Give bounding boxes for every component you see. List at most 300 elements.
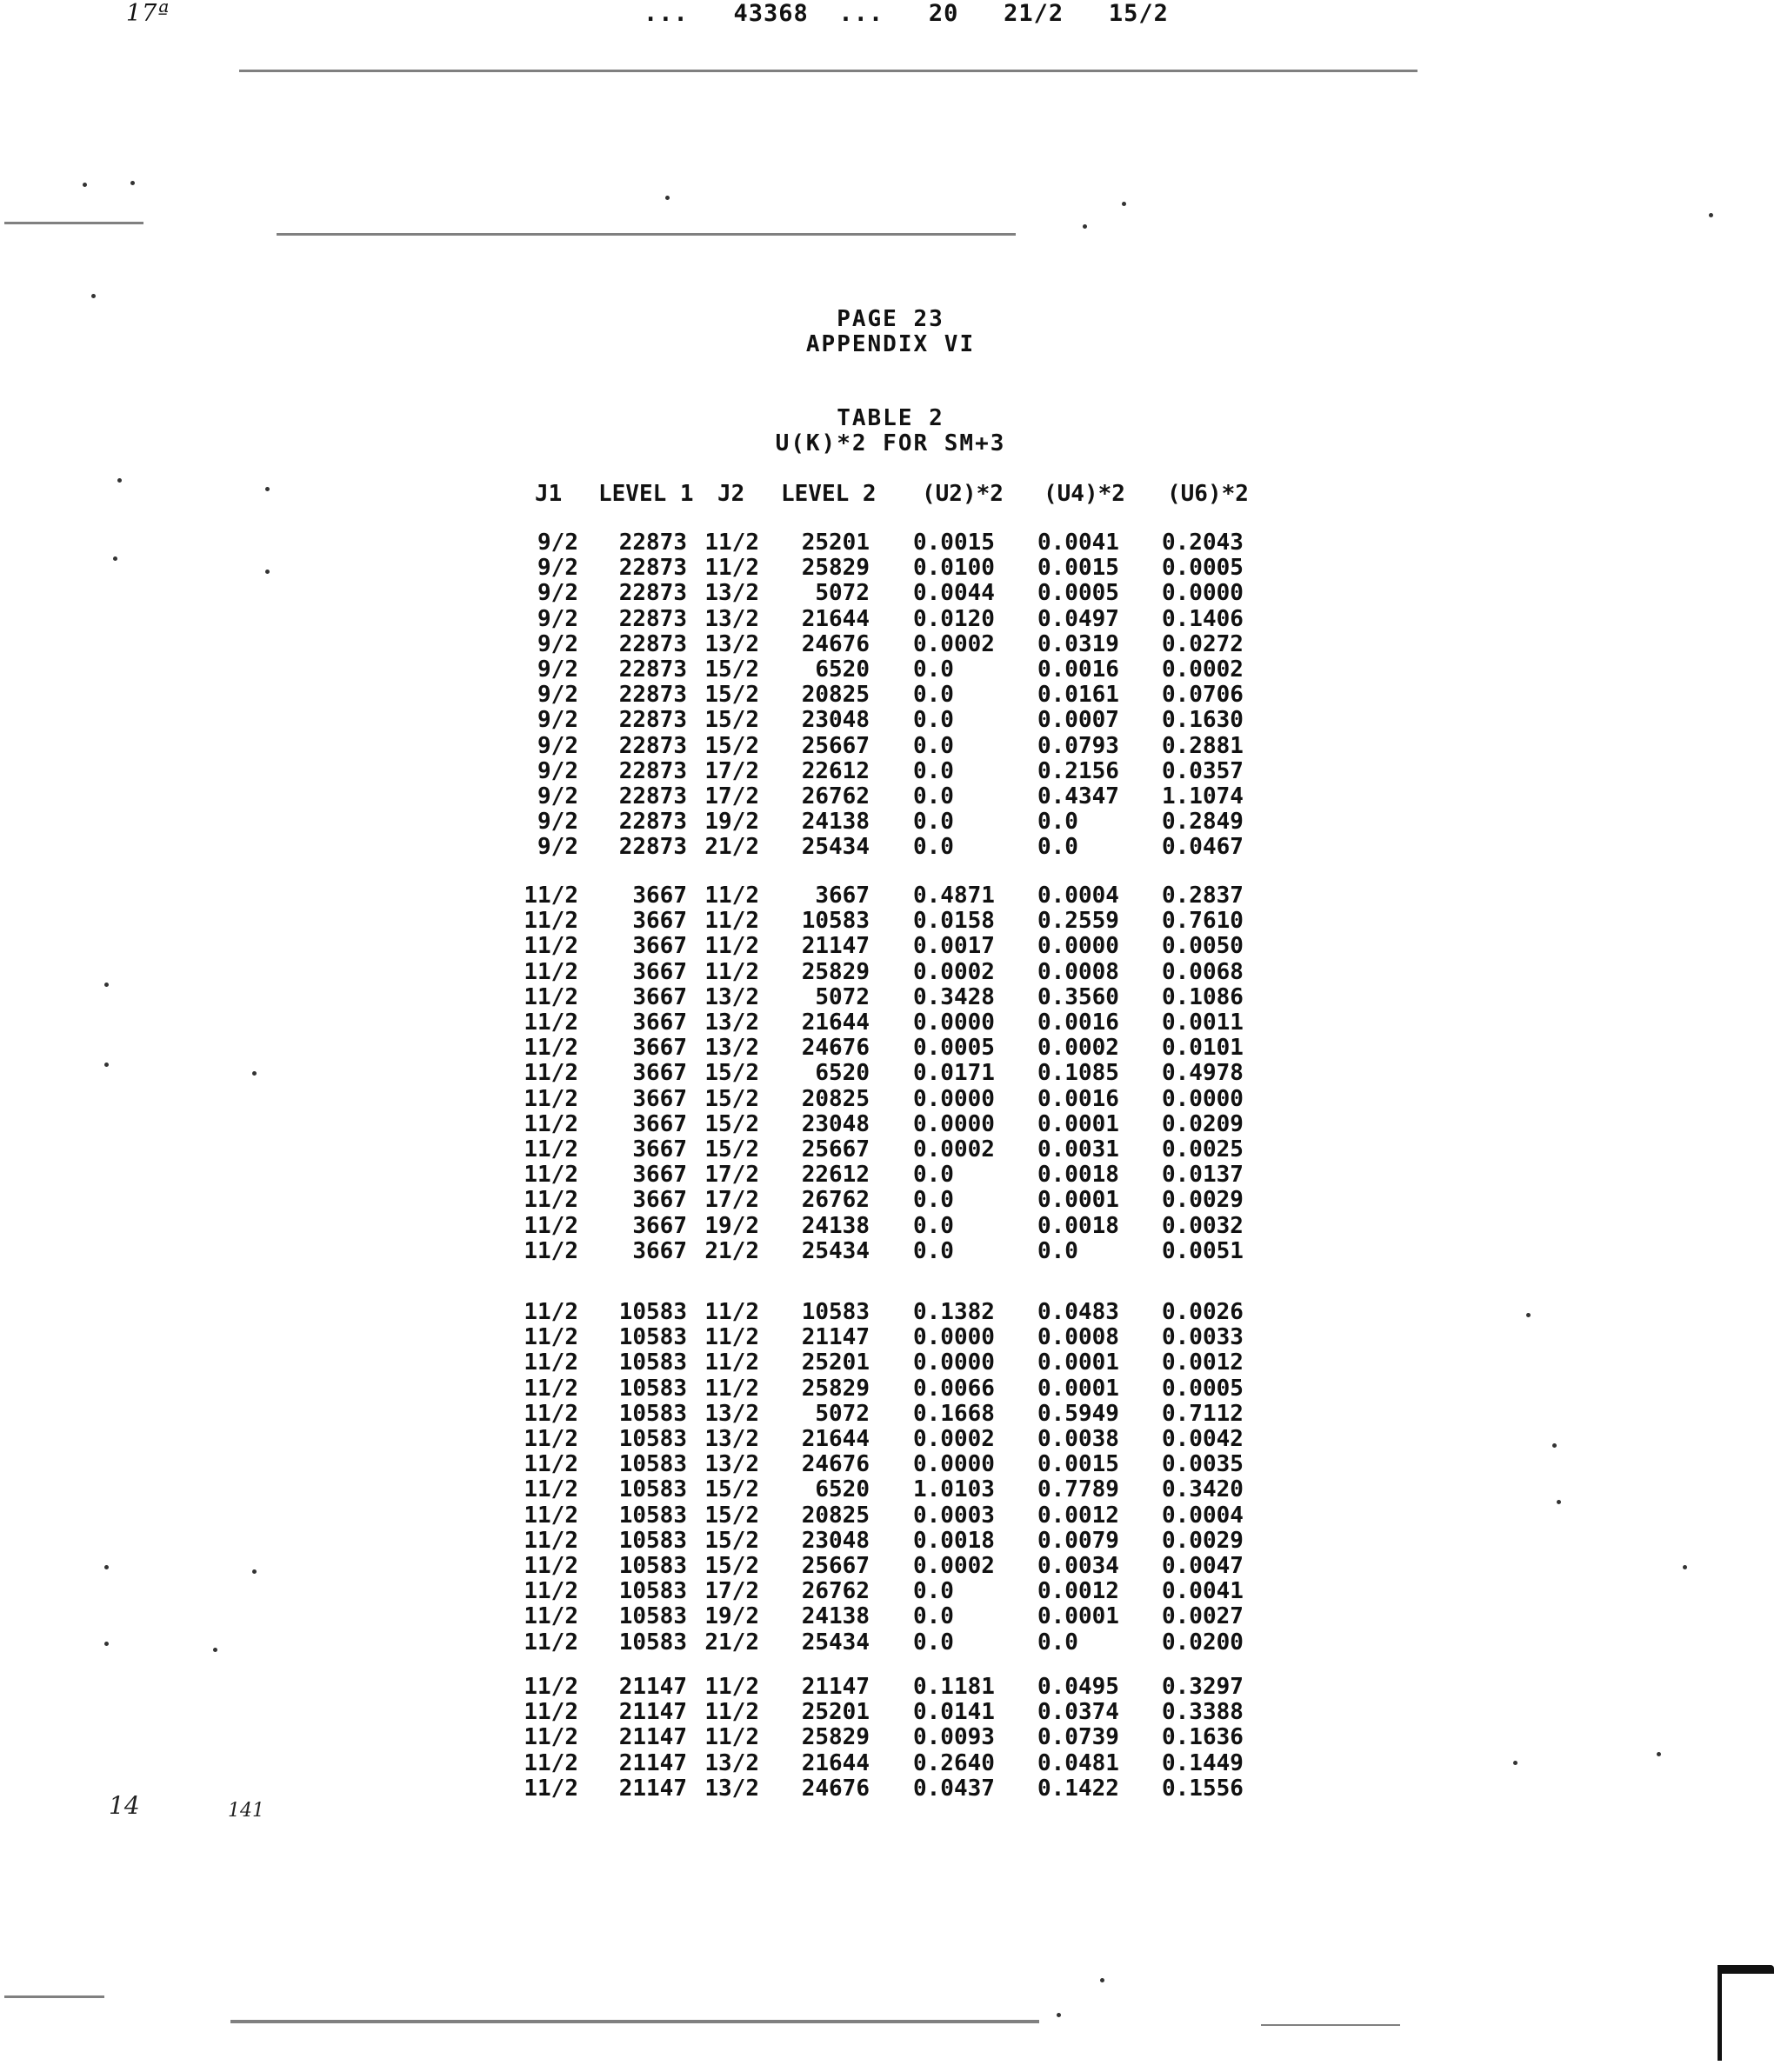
table-title: TABLE 2 [837,405,944,431]
table-row [0,1401,1781,1426]
table-cell-u2: 1.0103 [913,1476,995,1503]
table-cell-u4: 0.0793 [1037,732,1119,759]
table-cell-u4: 0.0018 [1037,1162,1119,1189]
table-cell-u4: 0.0079 [1037,1527,1119,1554]
table-cell-l2: 21147 [801,1674,870,1700]
table-cell-j1: 11/2 [524,1085,578,1112]
table-cell-j1: 9/2 [537,630,578,657]
table-cell-l1: 10583 [618,1553,687,1579]
table-cell-l2: 24676 [801,1775,870,1802]
page-title: PAGE 23 [837,306,944,332]
table-cell-u2: 0.0002 [913,958,995,985]
table-cell-l2: 3667 [815,883,870,909]
table-cell-u6: 1.1074 [1162,783,1244,809]
table-cell-j1: 11/2 [524,1035,578,1062]
table-cell-l2: 10583 [801,1299,870,1325]
table-cell-u4: 0.0001 [1037,1110,1119,1137]
table-cell-u4: 0.0483 [1037,1299,1119,1325]
table-cell-j1: 11/2 [524,1324,578,1351]
table-cell-l1: 10583 [618,1451,687,1478]
table-cell-j2: 15/2 [704,682,759,709]
table-cell-u4: 0.0001 [1037,1375,1119,1402]
table-row [0,908,1781,933]
table-cell-l2: 21147 [801,1324,870,1351]
table-cell-u6: 0.4978 [1162,1060,1244,1087]
table-cell-u6: 0.0035 [1162,1451,1244,1478]
table-cell-u4: 0.0008 [1037,958,1119,985]
table-cell-u4: 0.0016 [1037,656,1119,683]
table-cell-u6: 0.0005 [1162,1375,1244,1402]
table-cell-l1: 21147 [618,1674,687,1700]
table-cell-u6: 0.2837 [1162,883,1244,909]
table-cell-u4: 0.0016 [1037,1085,1119,1112]
table-cell-j2: 11/2 [704,1724,759,1751]
table-cell-u4: 0.0041 [1037,530,1119,556]
table-cell-l1: 3667 [632,1237,687,1264]
table-cell-l1: 21147 [618,1699,687,1726]
table-cell-u2: 0.0003 [913,1502,995,1529]
table-cell-l2: 6520 [815,656,870,683]
table-cell-u2: 0.0141 [913,1699,995,1726]
table-row [0,883,1781,908]
table-cell-j1: 9/2 [537,656,578,683]
table-cell-u2: 0.0 [913,1212,954,1239]
table-cell-u4: 0.0012 [1037,1502,1119,1529]
table-cell-l2: 24138 [801,1603,870,1630]
table-cell-j1: 11/2 [524,1009,578,1036]
table-cell-j2: 15/2 [704,1110,759,1137]
table-cell-l2: 6520 [815,1476,870,1503]
table-cell-j2: 17/2 [704,1578,759,1605]
table-cell-l1: 22873 [618,834,687,861]
table-cell-u2: 0.0 [913,809,954,836]
table-cell-u2: 0.0000 [913,1085,995,1112]
table-row [0,1629,1781,1655]
table-cell-u4: 0.0 [1037,809,1078,836]
table-cell-j2: 11/2 [704,1375,759,1402]
table-cell-l2: 6520 [815,1060,870,1087]
scan-speck [130,181,135,185]
column-header-u6: (U6)*2 [1167,481,1249,507]
table-cell-u2: 0.0 [913,1578,954,1605]
table-cell-j1: 11/2 [524,1375,578,1402]
table-cell-j1: 11/2 [524,1724,578,1751]
table-cell-u2: 0.0 [913,682,954,709]
table-cell-j1: 11/2 [524,1749,578,1776]
table-cell-l2: 25829 [801,958,870,985]
table-cell-l2: 23048 [801,1110,870,1137]
table-cell-u6: 0.0012 [1162,1349,1244,1376]
table-cell-u2: 0.2640 [913,1749,995,1776]
table-cell-u6: 0.2043 [1162,530,1244,556]
table-cell-u2: 0.0000 [913,1451,995,1478]
table-cell-u6: 0.2881 [1162,732,1244,759]
table-cell-j2: 11/2 [704,1324,759,1351]
table-cell-u6: 0.1630 [1162,707,1244,734]
table-cell-u4: 0.0004 [1037,883,1119,909]
table-cell-u4: 0.0008 [1037,1324,1119,1351]
table-cell-u6: 0.0051 [1162,1237,1244,1264]
table-cell-j1: 11/2 [524,1527,578,1554]
table-cell-j1: 11/2 [524,1629,578,1656]
table-cell-u6: 0.7610 [1162,908,1244,935]
table-cell-j1: 11/2 [524,1060,578,1087]
table-row [0,1502,1781,1528]
table-cell-j2: 21/2 [704,1237,759,1264]
table-cell-j2: 13/2 [704,605,759,632]
table-cell-l1: 10583 [618,1603,687,1630]
table-row [0,580,1781,605]
table-cell-l2: 25434 [801,1629,870,1656]
table-cell-u4: 0.0 [1037,1629,1078,1656]
table-cell-u6: 0.3388 [1162,1699,1244,1726]
table-cell-l1: 10583 [618,1629,687,1656]
table-cell-j1: 9/2 [537,555,578,582]
table-cell-j1: 11/2 [524,1476,578,1503]
scan-speck [265,487,270,491]
table-cell-j2: 11/2 [704,530,759,556]
table-cell-u4: 0.0495 [1037,1674,1119,1700]
scan-speck [1083,224,1087,229]
table-row [0,1324,1781,1349]
table-cell-l2: 26762 [801,1578,870,1605]
table-cell-u4: 0.0497 [1037,605,1119,632]
table-cell-l1: 3667 [632,1009,687,1036]
table-cell-l1: 22873 [618,630,687,657]
table-cell-u6: 0.0029 [1162,1527,1244,1554]
table-cell-u6: 0.0467 [1162,834,1244,861]
table-cell-j2: 11/2 [704,1349,759,1376]
table-cell-u2: 0.4871 [913,883,995,909]
column-header-level2: LEVEL 2 [781,481,877,507]
table-cell-l2: 21644 [801,1426,870,1452]
table-cell-j1: 11/2 [524,958,578,985]
table-cell-u6: 0.0026 [1162,1299,1244,1325]
table-cell-u2: 0.0158 [913,908,995,935]
column-header-j2: J2 [717,481,745,507]
table-cell-j1: 11/2 [524,1699,578,1726]
table-cell-u4: 0.0015 [1037,1451,1119,1478]
table-cell-u4: 0.0038 [1037,1426,1119,1452]
table-cell-j2: 15/2 [704,1476,759,1503]
table-cell-u6: 0.0706 [1162,682,1244,709]
table-row [0,1136,1781,1162]
table-row [0,1603,1781,1629]
table-cell-l2: 24676 [801,630,870,657]
table-cell-l2: 24676 [801,1451,870,1478]
table-row [0,834,1781,859]
table-cell-u6: 0.0005 [1162,555,1244,582]
table-cell-l2: 25201 [801,1349,870,1376]
table-cell-u4: 0.0481 [1037,1749,1119,1776]
table-cell-l1: 3667 [632,958,687,985]
table-cell-l1: 3667 [632,1187,687,1214]
table-row [0,606,1781,631]
table-cell-j2: 21/2 [704,834,759,861]
table-row [0,1451,1781,1476]
table-cell-j2: 13/2 [704,1426,759,1452]
table-row [0,959,1781,984]
table-cell-l1: 10583 [618,1400,687,1427]
table-cell-j2: 11/2 [704,908,759,935]
table-row [0,530,1781,555]
table-cell-j2: 13/2 [704,1035,759,1062]
table-cell-j2: 15/2 [704,656,759,683]
table-cell-u2: 0.0 [913,834,954,861]
table-cell-j1: 9/2 [537,605,578,632]
table-row [0,1162,1781,1187]
table-cell-u4: 0.4347 [1037,783,1119,809]
table-cell-u4: 0.0 [1037,1237,1078,1264]
table-cell-l1: 22873 [618,605,687,632]
scan-rule-left-stub [4,222,143,224]
table-cell-l1: 22873 [618,555,687,582]
table-cell-u2: 0.0002 [913,630,995,657]
table-cell-j1: 11/2 [524,1187,578,1214]
scan-speck [1057,2013,1061,2017]
table-cell-j1: 11/2 [524,1451,578,1478]
table-cell-u2: 0.0018 [913,1527,995,1554]
table-cell-u6: 0.0272 [1162,630,1244,657]
table-cell-u2: 0.1382 [913,1299,995,1325]
table-cell-l1: 22873 [618,656,687,683]
table-cell-u2: 0.0000 [913,1324,995,1351]
table-row [0,783,1781,809]
table-row [0,656,1781,682]
table-row [0,1426,1781,1451]
table-cell-j1: 11/2 [524,983,578,1010]
scan-speck [1100,1978,1104,1982]
table-row [0,1349,1781,1375]
table-cell-u2: 0.0000 [913,1009,995,1036]
table-cell-u4: 0.0161 [1037,682,1119,709]
table-cell-u4: 0.0031 [1037,1136,1119,1163]
scan-speck [83,183,87,187]
table-cell-j1: 11/2 [524,1212,578,1239]
column-header-u4: (U4)*2 [1044,481,1125,507]
table-cell-j1: 11/2 [524,908,578,935]
table-cell-u2: 0.0120 [913,605,995,632]
table-cell-u4: 0.0000 [1037,933,1119,960]
table-cell-l2: 21147 [801,933,870,960]
table-cell-j2: 15/2 [704,1085,759,1112]
table-cell-j2: 11/2 [704,958,759,985]
table-row [0,809,1781,834]
table-cell-u2: 0.0171 [913,1060,995,1087]
table-cell-u6: 0.0200 [1162,1629,1244,1656]
table-cell-j2: 13/2 [704,1749,759,1776]
table-cell-u2: 0.0066 [913,1375,995,1402]
table-cell-l1: 22873 [618,732,687,759]
table-cell-l2: 26762 [801,1187,870,1214]
table-cell-u4: 0.0005 [1037,580,1119,607]
table-cell-u6: 0.0050 [1162,933,1244,960]
table-cell-j2: 19/2 [704,1603,759,1630]
table-cell-l2: 23048 [801,707,870,734]
table-cell-j1: 9/2 [537,783,578,809]
table-cell-u2: 0.0437 [913,1775,995,1802]
top-left-mark: 17ª [126,0,170,27]
table-cell-u6: 0.0004 [1162,1502,1244,1529]
table-cell-l2: 10583 [801,908,870,935]
table-cell-l2: 21644 [801,1749,870,1776]
table-cell-j1: 11/2 [524,1110,578,1137]
table-cell-j2: 21/2 [704,1629,759,1656]
table-cell-u6: 0.1556 [1162,1775,1244,1802]
table-cell-l1: 3667 [632,983,687,1010]
table-cell-j2: 15/2 [704,1060,759,1087]
table-cell-l2: 21644 [801,1009,870,1036]
table-cell-l1: 10583 [618,1375,687,1402]
table-cell-l1: 22873 [618,757,687,784]
table-cell-u6: 0.0029 [1162,1187,1244,1214]
table-cell-l1: 22873 [618,809,687,836]
table-cell-u4: 0.0034 [1037,1553,1119,1579]
table-cell-u2: 0.0000 [913,1110,995,1137]
table-cell-u2: 0.1668 [913,1400,995,1427]
table-row [0,555,1781,580]
table-cell-l1: 10583 [618,1527,687,1554]
table-cell-u6: 0.1086 [1162,983,1244,1010]
column-header-j1: J1 [535,481,563,507]
table-cell-j1: 9/2 [537,732,578,759]
table-cell-u2: 0.0 [913,732,954,759]
table-cell-u6: 0.1449 [1162,1749,1244,1776]
table-cell-j2: 17/2 [704,757,759,784]
column-header-level1: LEVEL 1 [598,481,694,507]
table-cell-j1: 11/2 [524,1349,578,1376]
margin-handwritten-mark: 141 [228,1800,264,1822]
table-cell-l2: 20825 [801,1502,870,1529]
table-cell-j2: 13/2 [704,1775,759,1802]
scan-rule-upper [277,233,1016,236]
table-cell-j1: 11/2 [524,1400,578,1427]
table-cell-j1: 11/2 [524,1603,578,1630]
table-cell-j2: 11/2 [704,555,759,582]
table-cell-u6: 0.0000 [1162,580,1244,607]
table-cell-u4: 0.7789 [1037,1476,1119,1503]
table-cell-j1: 11/2 [524,1775,578,1802]
table-cell-u4: 0.1085 [1037,1060,1119,1087]
table-row [0,733,1781,758]
table-cell-u2: 0.0 [913,1603,954,1630]
table-cell-u2: 0.0002 [913,1136,995,1163]
table-cell-u2: 0.0005 [913,1035,995,1062]
scan-speck [91,294,96,298]
table-cell-j2: 19/2 [704,809,759,836]
table-cell-u4: 0.0001 [1037,1187,1119,1214]
table-row [0,1009,1781,1035]
table-cell-u2: 0.0002 [913,1553,995,1579]
table-cell-l1: 10583 [618,1502,687,1529]
table-row [0,1299,1781,1324]
table-cell-l2: 5072 [815,983,870,1010]
table-cell-l2: 25201 [801,530,870,556]
table-cell-l2: 23048 [801,1527,870,1554]
table-cell-u2: 0.3428 [913,983,995,1010]
table-cell-u4: 0.0739 [1037,1724,1119,1751]
table-cell-j2: 17/2 [704,1187,759,1214]
table-cell-l2: 24138 [801,809,870,836]
table-cell-l2: 25829 [801,1375,870,1402]
table-cell-j2: 13/2 [704,1451,759,1478]
appendix-title: APPENDIX VI [805,331,976,357]
table-cell-u2: 0.0017 [913,933,995,960]
table-cell-j2: 19/2 [704,1212,759,1239]
table-cell-l1: 22873 [618,783,687,809]
table-cell-l2: 24138 [801,1212,870,1239]
table-cell-l1: 3667 [632,1136,687,1163]
table-cell-j2: 17/2 [704,783,759,809]
table-cell-u6: 0.1636 [1162,1724,1244,1751]
table-cell-l1: 3667 [632,1085,687,1112]
table-cell-u6: 0.3420 [1162,1476,1244,1503]
table-cell-j1: 9/2 [537,530,578,556]
table-cell-l1: 21147 [618,1724,687,1751]
table-row [0,1674,1781,1699]
table-cell-l2: 5072 [815,580,870,607]
table-cell-u2: 0.0 [913,1162,954,1189]
table-row [0,1750,1781,1776]
table-cell-u6: 0.0000 [1162,1085,1244,1112]
table-cell-l1: 10583 [618,1578,687,1605]
table-row [0,631,1781,656]
table-cell-j2: 13/2 [704,630,759,657]
table-cell-u4: 0.0007 [1037,707,1119,734]
scan-speck [117,478,122,483]
table-cell-u4: 0.1422 [1037,1775,1119,1802]
table-cell-u2: 0.0 [913,1237,954,1264]
table-cell-j2: 13/2 [704,580,759,607]
table-cell-u6: 0.0357 [1162,757,1244,784]
table-cell-j2: 15/2 [704,1527,759,1554]
table-cell-l1: 3667 [632,1110,687,1137]
table-cell-j2: 15/2 [704,1136,759,1163]
table-cell-l1: 21147 [618,1749,687,1776]
table-cell-l2: 25667 [801,1553,870,1579]
table-cell-l1: 22873 [618,530,687,556]
table-cell-u6: 0.0101 [1162,1035,1244,1062]
table-cell-l1: 3667 [632,883,687,909]
top-header-line: ... 43368 ... 20 21/2 15/2 [644,0,1169,27]
table-cell-u6: 0.0025 [1162,1136,1244,1163]
table-cell-j1: 11/2 [524,1136,578,1163]
table-cell-j1: 11/2 [524,1426,578,1452]
table-cell-u6: 0.0042 [1162,1426,1244,1452]
table-cell-u6: 0.0047 [1162,1553,1244,1579]
table-cell-u4: 0.2156 [1037,757,1119,784]
table-cell-u6: 0.2849 [1162,809,1244,836]
table-row [0,1376,1781,1401]
table-cell-l2: 24676 [801,1035,870,1062]
table-cell-u6: 0.0011 [1162,1009,1244,1036]
table-cell-u6: 0.0137 [1162,1162,1244,1189]
table-cell-u6: 0.0002 [1162,656,1244,683]
table-cell-j2: 13/2 [704,1400,759,1427]
table-cell-u6: 0.0033 [1162,1324,1244,1351]
table-cell-l1: 10583 [618,1299,687,1325]
table-cell-l2: 25829 [801,555,870,582]
table-cell-j1: 9/2 [537,834,578,861]
table-row [0,984,1781,1009]
table-cell-j1: 9/2 [537,580,578,607]
table-cell-u2: 0.0 [913,1629,954,1656]
table-row [0,1238,1781,1263]
table-cell-l1: 22873 [618,682,687,709]
table-cell-l2: 20825 [801,1085,870,1112]
table-cell-j2: 13/2 [704,983,759,1010]
table-header-row [509,481,1291,506]
